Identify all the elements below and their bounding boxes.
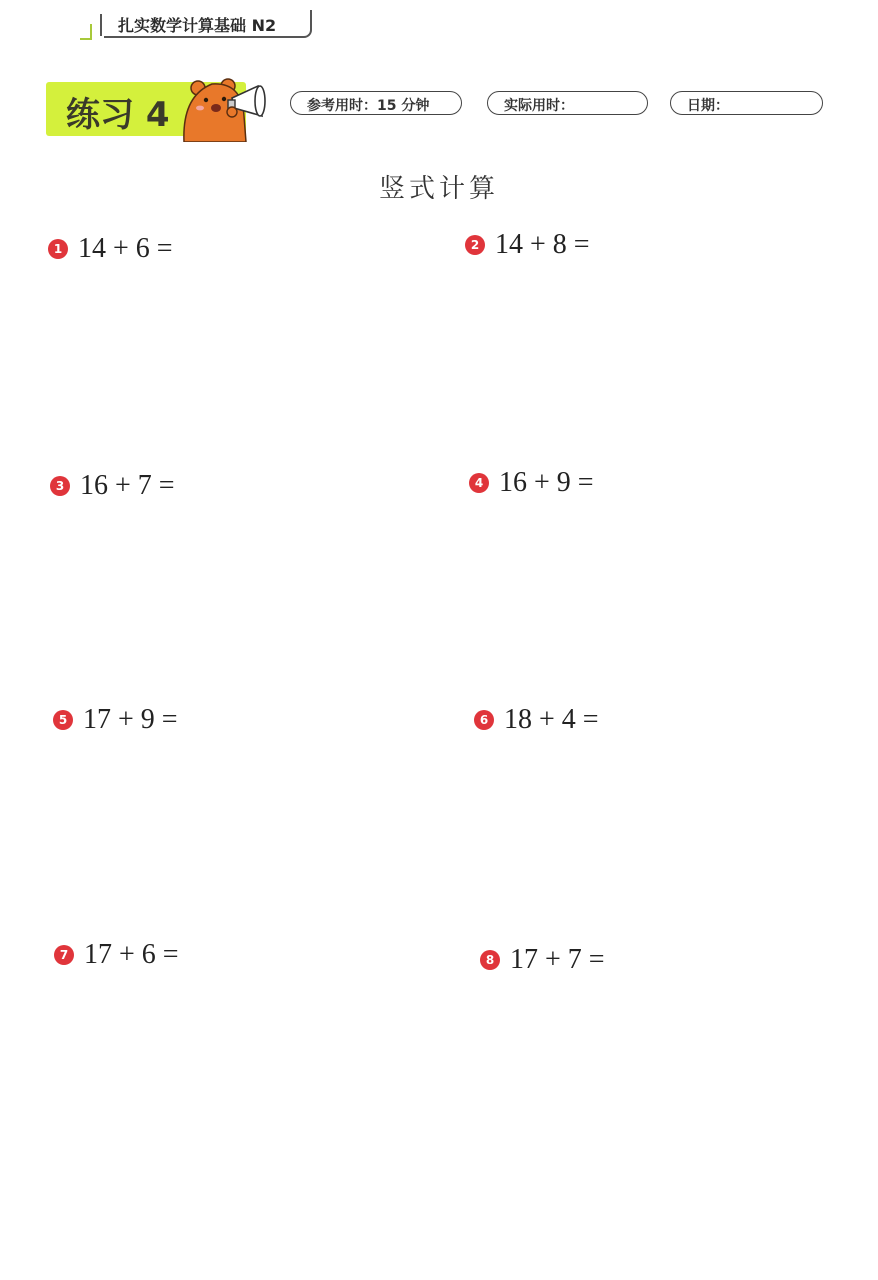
tag-divider [100, 14, 102, 36]
date-field[interactable] [670, 91, 823, 115]
problem-number-badge: 5 [53, 710, 73, 730]
series-label: 扎实数学计算基础 N2 [118, 16, 277, 35]
problem-expression: 17 + 9 = [83, 704, 178, 735]
problem-number-badge: 7 [54, 945, 74, 965]
actual-time-field[interactable] [487, 91, 648, 115]
problem-expression: 16 + 7 = [80, 470, 175, 501]
date-label: 日期： [687, 98, 729, 114]
problem-number-badge: 1 [48, 239, 68, 259]
problem-expression: 14 + 6 = [78, 233, 173, 264]
series-tag [104, 10, 312, 38]
actual-time-label: 实际用时： [504, 98, 574, 114]
exercise-label: 练习 4 [66, 95, 170, 135]
problem-expression: 14 + 8 = [495, 229, 590, 260]
reference-time-label: 参考用时：15 分钟 [307, 98, 430, 114]
problem-number-badge: 6 [474, 710, 494, 730]
problem-number-badge: 2 [465, 235, 485, 255]
problem-expression: 16 + 9 = [499, 467, 594, 498]
section-title: 竖式计算 [378, 174, 499, 204]
problem-number-badge: 4 [469, 473, 489, 493]
problem-number-badge: 3 [50, 476, 70, 496]
problem-expression: 17 + 6 = [84, 939, 179, 970]
problem-expression: 17 + 7 = [510, 944, 605, 975]
bear-with-megaphone-icon [178, 76, 274, 142]
problem-number-badge: 8 [480, 950, 500, 970]
problem-expression: 18 + 4 = [504, 704, 599, 735]
crop-corner-mark [80, 24, 92, 40]
reference-time-field [290, 91, 462, 115]
